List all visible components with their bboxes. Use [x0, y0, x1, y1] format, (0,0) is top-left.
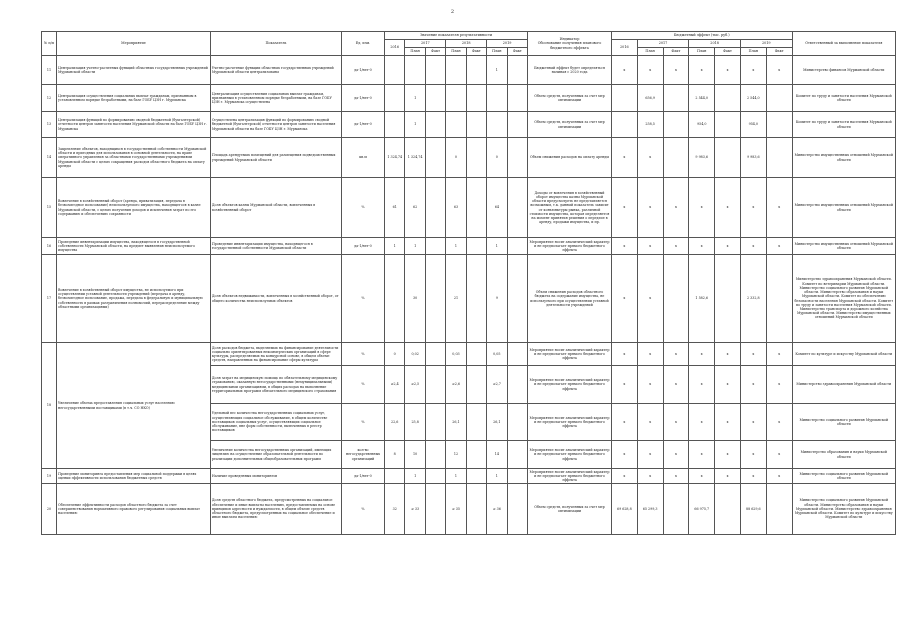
budget-cell: х [689, 441, 715, 469]
budget-cell: х [740, 343, 766, 366]
header-fact: Факт [466, 48, 486, 56]
budget-cell: х [715, 441, 741, 469]
value-cell [385, 112, 405, 138]
budget-cell: х [611, 255, 637, 343]
value-cell: 1 [487, 469, 507, 484]
effect-cell: Объем средств, полученных за счет мер оптимизации [528, 484, 612, 535]
value-cell: 0 [446, 138, 466, 178]
unit-cell: кв.м [342, 138, 385, 178]
budget-cell [715, 138, 741, 178]
budget-cell [715, 85, 741, 112]
measure-cell: Централизация учетно-расчетных функций областных государственных учреждений Мурманской области [57, 56, 211, 85]
budget-cell [663, 138, 689, 178]
measure-cell: Обеспечение эффективности расходов областного бюджета за счет совершенствования нормативного правового регулирования социальных выплат населению [57, 484, 211, 535]
unit-cell: % [342, 366, 385, 404]
table-row [42, 484, 896, 535]
budget-cell: 2 332,8 [740, 255, 766, 343]
header-fact: Факт [507, 48, 528, 56]
value-cell [425, 85, 445, 112]
row-number: 14 [42, 138, 57, 178]
header-budget-year-2016: 2016 [611, 40, 637, 56]
unit-cell: % [342, 255, 385, 343]
budget-cell: 2 544,0 [740, 85, 766, 112]
indicator-cell: Учетно-расчетные функции областных государственных учреждений Мурманской области централизованы [210, 56, 341, 85]
responsible-cell: Комитет по труду и занятости населения Мурманской области [792, 85, 895, 112]
budget-cell: х [740, 441, 766, 469]
row-number: 16 [42, 238, 57, 255]
budget-cell: х [637, 56, 663, 85]
value-cell: 9 [487, 255, 507, 343]
budget-cell: 258,5 [637, 112, 663, 138]
budget-cell [766, 255, 792, 343]
budget-cell: х [637, 441, 663, 469]
budget-cell [766, 85, 792, 112]
measure-cell: Закрепление объектов, находящихся в государственной собственности Мурманской области и пригодных для использования в основной деятельности, на праве оперативного управления за областными государственными учреждениями Мурманской области с целью сокращения расходов областного бюджета на оплату аренды [57, 138, 211, 178]
budget-cell: х [611, 238, 637, 255]
header-budget-year-2017: 2017 [637, 40, 689, 48]
effect-cell: Доходы от вовлечения в хозяйственный оборот имущества казны Мурманской области предусмотреть не представляется возможным, т.к. данный показатель зависит от конъюнктуры рынка, различной стоимости имущества, которая определяется на момент принятия решения о передаче в аренду, продажи имущества, и пр. [528, 178, 612, 238]
budget-cell: х [766, 343, 792, 366]
value-cell [425, 238, 445, 255]
effect-cell: Объем снижения расходов на оплату аренды [528, 138, 612, 178]
value-cell [466, 238, 486, 255]
value-cell: ≥ 35 [446, 484, 466, 535]
value-cell: 1 [385, 238, 405, 255]
value-cell: 12 [446, 441, 466, 469]
budget-cell: 88 629,6 [740, 484, 766, 535]
budget-cell: х [689, 469, 715, 484]
responsible-cell: Министерство имущественных отношений Мурманской области [792, 238, 895, 255]
effect-cell: Мероприятие носит аналитический характер и не предполагает прямого бюджетного эффекта [528, 404, 612, 441]
value-cell: 26,1 [446, 404, 466, 441]
header-fact: Факт [425, 48, 445, 56]
budget-cell: 69 628,8 [611, 484, 637, 535]
value-cell [507, 112, 528, 138]
header-budget-year-2018: 2018 [689, 40, 741, 48]
budget-cell: х [611, 343, 637, 366]
responsible-cell: Министерство образования и науки Мурманской области [792, 441, 895, 469]
row-number: 17 [42, 255, 57, 343]
budget-cell: х [715, 178, 741, 238]
budget-cell: х [715, 238, 741, 255]
responsible-cell: Министерство имущественных отношений Мурманской области [792, 138, 895, 178]
value-cell [466, 343, 486, 366]
row-number: 20 [42, 484, 57, 535]
value-cell: 1 324,74 [405, 138, 425, 178]
header-plan: План [689, 48, 715, 56]
budget-cell: х [715, 404, 741, 441]
budget-cell: х [689, 238, 715, 255]
value-cell [507, 343, 528, 366]
indicator-cell: Площадь арендуемых помещений для размещения подведомственных учреждений Мурманской области [210, 138, 341, 178]
indicator-cell: Удельный вес количества негосударственных социальных услуг, осуществляющих социальное обслуживание, в общем количестве поставщиков социальных услуг, осуществляющих социальное обслуживание, вне форм собственности, включенных в реестр поставщиков [210, 404, 341, 441]
budget-cell: 2 544,0 [689, 85, 715, 112]
effect-cell: Объем средств, полученных за счет мер оптимизации [528, 85, 612, 112]
effect-cell: Мероприятие носит аналитический характер и не предполагает прямого бюджетного эффекта [528, 441, 612, 469]
effect-cell: Бюджетный эффект будет определяться начиная с 2020 года [528, 56, 612, 85]
budget-cell: х [715, 343, 741, 366]
budget-cell: 1 582,6 [689, 255, 715, 343]
header-year-2019: 2019 [487, 40, 528, 48]
value-cell: 1 [405, 238, 425, 255]
budget-cell: 66 975,7 [689, 484, 715, 535]
row-number: 19 [42, 469, 57, 484]
budget-cell: х [740, 178, 766, 238]
value-cell [466, 484, 486, 535]
responsible-cell: Комитет по культуре и искусству Мурманской области [792, 343, 895, 366]
unit-cell: % [342, 404, 385, 441]
budget-cell: х [611, 469, 637, 484]
header-year-2016: 2016 [385, 40, 405, 56]
budget-cell: х [611, 56, 637, 85]
value-cell: ≥2,4 [385, 366, 405, 404]
budget-cell: х [637, 469, 663, 484]
responsible-cell: Министерство здравоохранения Мурманской области. Комитет по ветеринарии Мурманской области. Министерство социального развития Мурманской области. Министерство образования и науки Мурманской области. Комитет по обеспечению безопасности населения Мурманской области. Комитет по труду и занятости населения Мурманской области. Министерство транспорта и дорожного хозяйства Мурманской области. Министерство имущественных отношений Мурманской области [792, 255, 895, 343]
header-fact: Факт [663, 48, 689, 56]
value-cell [385, 469, 405, 484]
value-cell: 21 [446, 255, 466, 343]
value-cell [425, 484, 445, 535]
value-cell: 63 [446, 178, 466, 238]
row-number: 13 [42, 112, 57, 138]
budget-cell: х [611, 138, 637, 178]
budget-cell: 954,0 [740, 112, 766, 138]
value-cell [466, 404, 486, 441]
value-cell: 0 [385, 343, 405, 366]
responsible-cell: Министерство здравоохранения Мурманской области [792, 366, 895, 404]
budget-cell [663, 112, 689, 138]
budget-cell: х [611, 366, 637, 404]
effect-cell: Мероприятие носит аналитический характер и не предполагает прямого бюджетного эффекта [528, 238, 612, 255]
value-cell: 64 [487, 178, 507, 238]
row-number: 11 [42, 56, 57, 85]
table-row [42, 343, 896, 366]
indicator-cell: Проведение инвентаризации имущества, находящегося в государственной собственности Мурманской области [210, 238, 341, 255]
budget-cell: 65 299,3 [637, 484, 663, 535]
budget-cell [766, 112, 792, 138]
effect-cell: Мероприятие носит аналитический характер и не предполагает прямого бюджетного эффекта [529, 469, 610, 483]
indicator-cell: Осуществлена централизация функций по формированию сводной бюджетной (бухгалтерской) отчетности центров занятости населения Мурманской области на базе ГОБУ ЦЗН г. Мурманска [210, 112, 341, 138]
measure-cell: Проведение инвентаризации имущества, находящегося в государственной собственности Мурманской области, на предмет выявления неиспользуемого имущества [57, 238, 211, 255]
budget-cell [715, 112, 741, 138]
header-budget-group: Бюджетный эффект (тыс. руб.) [611, 32, 792, 40]
responsible-cell: Министерство социального развития Мурманской области [792, 404, 895, 441]
table-row [42, 178, 896, 238]
value-cell [385, 255, 405, 343]
budget-cell [766, 484, 792, 535]
value-cell [507, 56, 528, 85]
value-cell: ≥2,6 [446, 366, 466, 404]
value-cell [466, 56, 486, 85]
responsible-cell: Министерство социального развития Мурманской области [792, 469, 895, 484]
header-num: № п/п [42, 32, 57, 56]
value-cell [487, 85, 507, 112]
budget-cell [611, 85, 637, 112]
unit-cell: да-1/нет-0 [342, 85, 385, 112]
value-cell: 32 [385, 484, 405, 535]
value-cell [425, 112, 445, 138]
budget-cell: х [740, 56, 766, 85]
budget-cell: х [663, 441, 689, 469]
budget-cell: 9 983,6 [689, 138, 715, 178]
unit-cell: % [342, 343, 385, 366]
value-cell [466, 366, 486, 404]
budget-cell: х [663, 404, 689, 441]
measure-cell: Вовлечение в хозяйственный оборот имущества, не используемого при осуществлении уставной деятельности учреждений (передача в аренду, безвозмездное пользование, продажа, передача в федеральную и муниципальную собственность в рамках разграничения полномочий, перераспределение между областными организациями) [57, 255, 211, 343]
budget-cell [663, 85, 689, 112]
responsible-cell: Министерство имущественных отношений Мурманской области [792, 178, 895, 238]
header-plan: План [740, 48, 766, 56]
unit-cell: кол-во негосударственных организаций [342, 441, 385, 469]
budget-cell: х [663, 366, 689, 404]
value-cell: 14 [487, 441, 507, 469]
responsible-cell: Министерство социального развития Мурманской области. Министерство образования и науки Мурманской области. Министерство здравоохранения Мурманской области. Комитет по культуре и искусству Мурманской области [792, 484, 895, 535]
budget-cell: х [766, 441, 792, 469]
value-cell: ≥ 33 [405, 484, 425, 535]
unit-cell: % [342, 178, 385, 238]
value-cell [466, 85, 486, 112]
indicator-cell: Доля объектов казны Мурманской области, вовлеченных в хозяйственный оборот [210, 178, 341, 238]
table-row [42, 238, 896, 255]
value-cell: 10 [405, 441, 425, 469]
page-number: 2 [450, 9, 455, 15]
budget-cell: 9 983,6 [740, 138, 766, 178]
header-indicator: Показатель [210, 32, 341, 56]
value-cell [425, 469, 445, 484]
indicator-cell: Доля затрат на медицинскую помощь по обязательному медицинскому страхованию, оказанную негосударственными (немуниципальными) медицинскими организациями, в общих расходах на выполнение территориальных программ обязательного медицинского страхования [210, 366, 341, 404]
table-row [42, 138, 896, 178]
effect-cell: Объем снижения расходов областного бюджета на содержание имущества, не используемого при осуществлении уставной деятельности учреждений [528, 255, 612, 343]
budget-cell [766, 138, 792, 178]
value-cell [425, 255, 445, 343]
budget-cell: х [663, 238, 689, 255]
value-cell [466, 112, 486, 138]
value-cell [507, 178, 528, 238]
value-cell [405, 56, 425, 85]
header-measure: Мероприятие [57, 32, 211, 56]
header-unit: Ед. изм. [342, 32, 385, 56]
header-fact: Факт [715, 48, 741, 56]
budget-cell: х [766, 238, 792, 255]
indicator-cell: Доля расходов бюджета, выделяемых на финансирование деятельности социально ориентированных некоммерческих организаций в сфере культуры, распределяемых на конкурсной основе, в общем объеме средств, направленных на финансирование сферы культуры [210, 343, 341, 366]
budget-cell: х [611, 178, 637, 238]
responsible-cell: Комитет по труду и занятости населения Мурманской области [792, 112, 895, 138]
header-budget-year-2019: 2019 [740, 40, 792, 48]
indicator-cell: Увеличение количества негосударственных организаций, имеющих лицензию на осуществление образовательной деятельности по реализации дополнительных общеобразовательных программ [210, 441, 341, 469]
budget-cell: х [637, 178, 663, 238]
value-cell: 26,1 [487, 404, 507, 441]
value-cell: 1 [405, 85, 425, 112]
budget-cell: х [766, 366, 792, 404]
indicator-cell: Наличие проведенных мониторингов [210, 469, 341, 484]
budget-cell: х [637, 404, 663, 441]
header-plan: План [446, 48, 466, 56]
effect-cell: Объем средств, полученных за счет мер оптимизации [528, 112, 612, 138]
budget-cell: х [766, 404, 792, 441]
budget-cell: х [715, 56, 741, 85]
value-cell: 0,02 [405, 343, 425, 366]
budget-cell: х [689, 404, 715, 441]
value-cell: 1 [487, 238, 507, 255]
value-cell [446, 112, 466, 138]
value-cell [466, 469, 486, 484]
value-cell [507, 366, 528, 404]
value-cell [466, 178, 486, 238]
budget-cell [715, 484, 741, 535]
header-year-2017: 2017 [405, 40, 446, 48]
measure-cell: Вовлечение в хозяйственный оборот (аренда, приватизация, передача в безвозмездное пользование) неиспользуемого имущества, находящегося в казне Мурманской области, с целью получения доходов и исключения затрат по его содержанию и обеспечению сохранности [57, 178, 211, 238]
budget-cell: х [715, 366, 741, 404]
table-row [42, 85, 896, 112]
budget-cell [611, 112, 637, 138]
budget-cell: х [689, 343, 715, 366]
value-cell [507, 441, 528, 469]
value-cell: 0 [487, 138, 507, 178]
value-cell [425, 366, 445, 404]
budget-cell: х [663, 178, 689, 238]
value-cell: 1 [405, 112, 425, 138]
value-cell: 25,8 [405, 404, 425, 441]
budget-cell: х [611, 404, 637, 441]
measure-cell: Проведение мониторинга предоставления мер социальной поддержки в целях оценки эффективности использования бюджетных средств [57, 469, 211, 484]
table-row [42, 255, 896, 343]
budget-cell: х [637, 366, 663, 404]
budget-cell: х [766, 56, 792, 85]
budget-cell [715, 255, 741, 343]
effect-cell: Мероприятие носит аналитический характер и не предполагает прямого бюджетного эффекта [528, 343, 612, 366]
value-cell: 1 [487, 56, 507, 85]
header-fact: Факт [766, 48, 792, 56]
value-cell [507, 138, 528, 178]
measure-cell: Централизация осуществления социальных выплат гражданам, признанным в установленном порядке безработными, на базе ГОБУ ЦЗН г. Мурманска [57, 85, 211, 112]
header-plan: План [487, 48, 507, 56]
value-cell [446, 85, 466, 112]
value-cell [507, 255, 528, 343]
value-cell [507, 484, 528, 535]
budget-cell: х [740, 238, 766, 255]
budget-cell: х [715, 469, 741, 484]
indicator-cell: Централизация осуществления социальных выплат гражданам, признанным в установленном порядке безработными, на базе ГОБУ ЦЗН г. Мурманска осуществлена [210, 85, 341, 112]
activities-table [41, 31, 896, 535]
budget-cell: х [663, 343, 689, 366]
value-cell: 1 324,74 [385, 138, 405, 178]
table-row [42, 469, 896, 484]
value-cell [507, 85, 528, 112]
header-plan: План [637, 48, 663, 56]
value-cell [446, 56, 466, 85]
header-indicator-effect: Индикатор Обоснование получения планового бюджетного эффекта [528, 32, 612, 56]
value-cell: ≥2,7 [487, 366, 507, 404]
header-plan: План [405, 48, 425, 56]
value-cell [425, 343, 445, 366]
value-cell [425, 178, 445, 238]
budget-cell: х [766, 469, 792, 484]
value-cell [466, 138, 486, 178]
unit-cell: да-1/нет-0 [342, 238, 385, 255]
measure-cell: Централизация функций по формированию сводной бюджетной (бухгалтерской) отчетности центров занятости населения Мурманской области на базе ГОБУ ЦЗН г. Мурманска [57, 112, 211, 138]
header-responsible: Ответственный за выполнение показателя [792, 32, 895, 56]
budget-cell: х [637, 343, 663, 366]
unit-cell: да-1/нет-0 [342, 112, 385, 138]
value-cell: 62 [405, 178, 425, 238]
measure-cell: Увеличение объема предоставления социальных услуг населению негосударственными поставщиками (в т.ч. СО НКО) [57, 343, 211, 469]
budget-cell [663, 255, 689, 343]
value-cell [507, 469, 528, 484]
value-cell: 0,05 [487, 343, 507, 366]
unit-cell: да-1/нет-0 [342, 56, 385, 85]
value-cell [466, 255, 486, 343]
row-number: 15 [42, 178, 57, 238]
budget-cell: 954,0 [689, 112, 715, 138]
responsible-cell: Министерство финансов Мурманской области [792, 56, 895, 85]
budget-cell: х [637, 138, 663, 178]
effect-cell: Мероприятие носит аналитический характер и не предполагает прямого бюджетного эффекта [528, 366, 612, 404]
budget-cell: х [740, 366, 766, 404]
value-cell: 61 [385, 178, 405, 238]
budget-cell [663, 484, 689, 535]
value-cell: 30 [405, 255, 425, 343]
budget-cell: х [689, 366, 715, 404]
value-cell: 0,03 [446, 343, 466, 366]
value-cell [507, 404, 528, 441]
budget-cell: х [766, 178, 792, 238]
value-cell: 22,6 [385, 404, 405, 441]
value-cell [507, 238, 528, 255]
value-cell [385, 56, 405, 85]
value-cell [425, 138, 445, 178]
budget-cell: х [689, 178, 715, 238]
header-year-2018: 2018 [446, 40, 487, 48]
budget-cell: х [663, 56, 689, 85]
value-cell: 1 [446, 469, 466, 484]
indicator-cell: Доля средств областного бюджета, предусмотренных на социальное обеспечение и иные выплаты населению, предоставляемых на основе принципов адресности и нуждаемости, в общем объеме средств областного бюджета, предусмотренных на социальное обеспечение и иные выплаты населению [210, 484, 341, 535]
row-number: 12 [42, 85, 57, 112]
budget-cell: х [740, 404, 766, 441]
budget-cell: х [637, 238, 663, 255]
value-cell: ≥2,5 [405, 366, 425, 404]
budget-cell: х [611, 441, 637, 469]
value-cell [425, 56, 445, 85]
budget-cell: х [689, 56, 715, 85]
header-values-group: Значение показателя результативности [385, 32, 528, 40]
value-cell: 8 [385, 441, 405, 469]
value-cell [425, 441, 445, 469]
value-cell: 1 [405, 469, 425, 484]
indicator-cell: Доля объектов недвижимости, вовлеченных в хозяйственный оборот, от общего количества неиспользуемых объектов [210, 255, 341, 343]
unit-cell: да-1/нет-0 [342, 469, 385, 484]
value-cell [425, 404, 445, 441]
budget-cell: х [637, 255, 663, 343]
budget-cell: 656,9 [637, 85, 663, 112]
table-row [42, 112, 896, 138]
budget-cell: х [740, 469, 766, 484]
row-number: 18 [42, 343, 57, 469]
value-cell [466, 441, 486, 469]
value-cell: 1 [446, 238, 466, 255]
value-cell: ≥ 36 [487, 484, 507, 535]
table-row [42, 56, 896, 85]
budget-cell: х [663, 469, 689, 484]
unit-cell: % [342, 484, 385, 535]
value-cell [385, 85, 405, 112]
value-cell [487, 112, 507, 138]
